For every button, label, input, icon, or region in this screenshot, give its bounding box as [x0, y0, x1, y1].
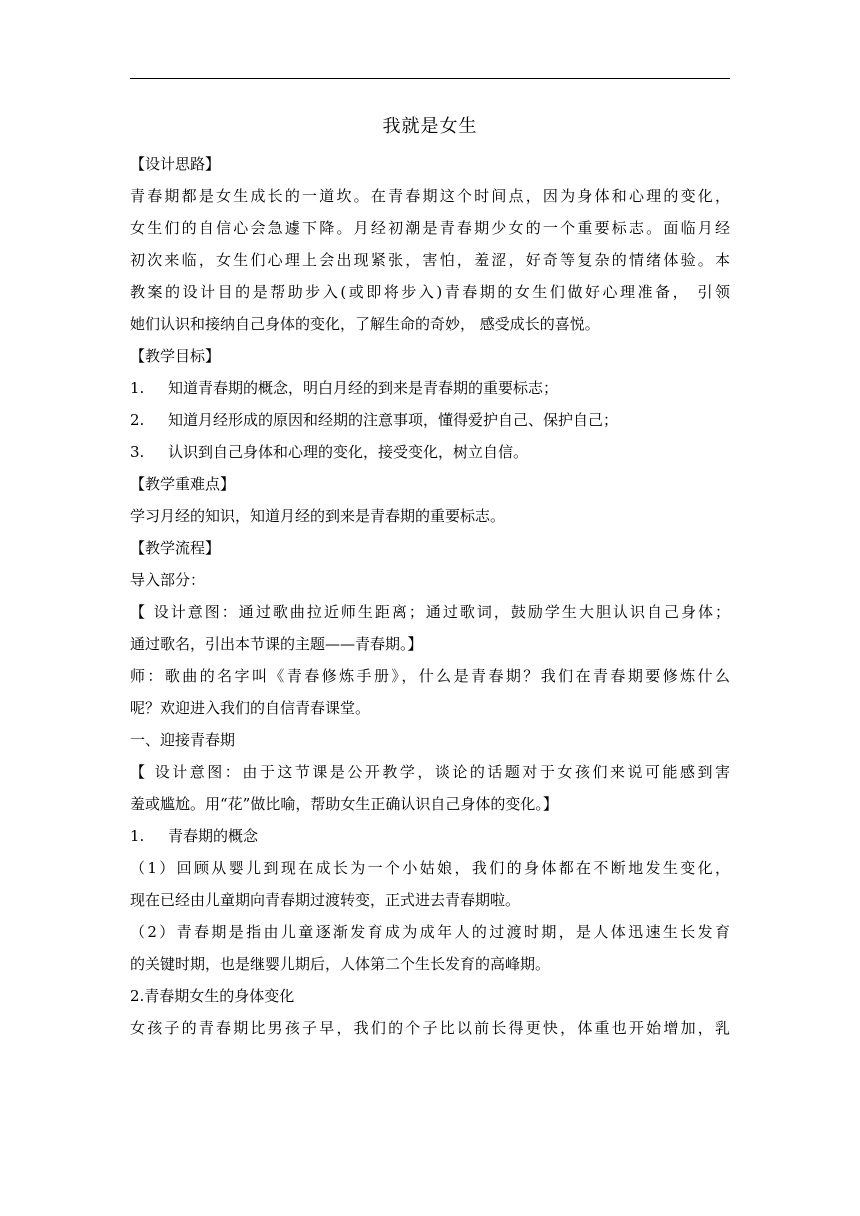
line-text: 青春期的概念: [168, 827, 259, 845]
numbered-line: [130, 820, 730, 852]
text-line: 【教学重难点】: [130, 475, 236, 493]
line-number: 1.: [130, 379, 145, 397]
line-number: 3.: [130, 443, 145, 461]
text-line: 师：歌曲的名字叫《青春修炼手册》，什么是青春期？我们在青春期要修炼什么: [130, 667, 730, 685]
header-rule: [130, 78, 730, 79]
text-line: 女生们的自信心会急遽下降。月经初潮是青春期少女的一个重要标志。面临月经: [130, 219, 730, 237]
text-line: 导入部分：: [130, 571, 206, 589]
text-line: 初次来临，女生们心理上会出现紧张，害怕，羞涩，好奇等复杂的情绪体验。本: [130, 251, 730, 269]
text-line: 一、迎接青春期: [130, 731, 236, 749]
text-line: 她们认识和接纳自己身体的变化，了解生命的奇妙， 感受成长的喜悦。: [130, 315, 600, 333]
text-line: 【 设计意图：通过歌曲拉近师生距离；通过歌词，鼓励学生大胆认识自己身体；: [130, 603, 730, 621]
document-body: [130, 148, 730, 1044]
line-text: 知道青春期的概念，明白月经的到来是青春期的重要标志；: [168, 379, 559, 397]
text-line: （2）青春期是指由儿童逐渐发育成为成年人的过渡时期，是人体迅速生长发育: [130, 923, 730, 941]
page-title: 我就是女生: [382, 116, 478, 137]
text-line: 羞或尴尬。用“花”做比喻，帮助女生正确认识自己身体的变化。】: [130, 795, 558, 813]
text-line: 2.青春期女生的身体变化: [130, 987, 295, 1005]
line-number: 1.: [130, 827, 145, 845]
numbered-line: [130, 436, 730, 468]
line-text: 认识到自己身体和心理的变化，接受变化，树立自信。: [168, 443, 529, 461]
text-line: 女孩子的青春期比男孩子早，我们的个子比以前长得更快，体重也开始增加，乳: [130, 1019, 730, 1037]
line-text: 知道月经形成的原因和经期的注意事项，懂得爱护自己、保护自己；: [168, 411, 619, 429]
text-line: 的关键时期，也是继婴儿期后，人体第二个生长发育的高峰期。: [130, 955, 551, 973]
text-line: 教案的设计目的是帮助步入(或即将步入)青春期的女生们做好心理准备， 引领: [130, 283, 730, 301]
text-line: 青春期都是女生成长的一道坎。在青春期这个时间点，因为身体和心理的变化，: [130, 187, 730, 205]
text-line: 【 设计意图：由于这节课是公开教学，谈论的话题对于女孩们来说可能感到害: [130, 763, 730, 781]
text-line: 【教学目标】: [130, 347, 221, 365]
text-line: 现在已经由儿童期向青春期过渡转变，正式进去青春期啦。: [130, 891, 521, 909]
numbered-line: [130, 372, 730, 404]
text-line: 学习月经的知识，知道月经的到来是青春期的重要标志。: [130, 507, 506, 525]
text-line: 【设计思路】: [130, 155, 221, 173]
line-number: 2.: [130, 411, 145, 429]
text-line: 【教学流程】: [130, 539, 221, 557]
text-line: 呢？欢迎进入我们的自信青春课堂。: [130, 699, 371, 717]
text-line: 通过歌名，引出本节课的主题——青春期。】: [130, 635, 423, 653]
numbered-line: [130, 404, 730, 436]
text-line: （1）回顾从婴儿到现在成长为一个小姑娘，我们的身体都在不断地发生变化，: [130, 859, 730, 877]
